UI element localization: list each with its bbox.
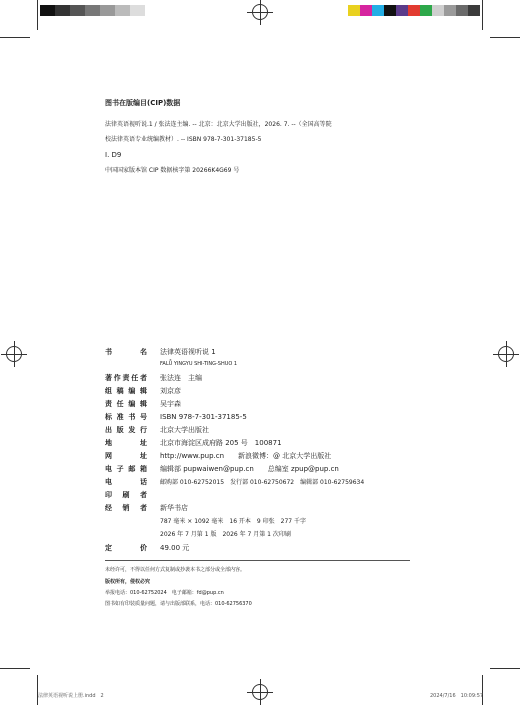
color-swatch (384, 5, 396, 16)
spec-value: 787 毫米 × 1092 毫米 16 开本 9 印张 277 千字 (160, 518, 307, 525)
color-swatch (456, 5, 468, 16)
quality-contact: 图书如有印装质量问题，请与出版部联系，电话：010-62756370 (105, 601, 252, 607)
color-swatch (420, 5, 432, 16)
color-swatch (444, 5, 456, 16)
publisher-value: 北京大学出版社 (160, 426, 209, 434)
copyright-notice: 未经许可，不得以任何方式复制或抄袭本书之部分或全部内容。 (105, 567, 246, 573)
color-swatch (432, 5, 444, 16)
crop-mark-br-h (490, 668, 520, 669)
price-label: 定 价 (105, 544, 147, 552)
color-swatch (115, 5, 130, 16)
website-value: http://www.pup.cn 新浪微博：@ 北京大学出版社 (160, 452, 332, 460)
crop-mark-tr-v (482, 0, 483, 30)
registration-mark-left (6, 346, 22, 362)
color-swatch (70, 5, 85, 16)
responsible-editor-label: 责任编辑 (105, 400, 147, 408)
planning-editor-value: 刘京彦 (160, 387, 181, 395)
crop-mark-tl-v (37, 0, 38, 30)
cip-line-2: 校法律英语专业统编教材）. -- ISBN 978-7-301-37185-5 (105, 136, 262, 143)
color-swatch (40, 5, 55, 16)
title-value: 法律英语视听说 1 (160, 348, 216, 356)
cip-line-1: 法律英语视听说.1 / 张法连主编. -- 北京：北京大学出版社，2026. 7. --（全国高等院 (105, 121, 332, 128)
color-swatch (468, 5, 480, 16)
color-swatch (408, 5, 420, 16)
report-contact: 举报电话：010-62752024 电子邮箱：fd@pup.cn (105, 590, 224, 596)
printer-label: 印刷者 (105, 491, 147, 499)
color-swatch (55, 5, 70, 16)
crop-mark-bl-v (37, 675, 38, 705)
isbn-label: 标准书号 (105, 413, 147, 421)
crop-mark-tl-h (0, 37, 30, 38)
phone-label: 电 话 (105, 478, 147, 486)
edition-value: 2026 年 7 月第 1 版 2026 年 7 月第 1 次印刷 (160, 531, 291, 538)
responsible-editor-value: 吴宇森 (160, 400, 181, 408)
color-swatch (85, 5, 100, 16)
registration-mark-right (498, 346, 514, 362)
email-label: 电子邮箱 (105, 465, 147, 473)
cip-heading: 图书在版编目(CIP)数据 (105, 99, 181, 107)
address-label: 地 址 (105, 439, 147, 447)
email-value: 编辑部 pupwaiwen@pup.cn 总编室 zpup@pup.cn (160, 465, 339, 473)
color-swatch (130, 5, 145, 16)
color-swatch (100, 5, 115, 16)
color-swatch (372, 5, 384, 16)
title-pinyin: FALǕ YINGYU SHI-TING-SHUO 1 (160, 361, 238, 367)
registration-mark-bottom (252, 684, 268, 700)
slug-file-info: 法律英语视听说上册.indd 2 (38, 693, 104, 699)
isbn-value: ISBN 978-7-301-37185-5 (160, 413, 247, 421)
author-label: 著作责任者 (105, 374, 147, 382)
color-swatch (360, 5, 372, 16)
cip-line-4: 中国国家版本馆 CIP 数据核字第 20266K4G69 号 (105, 167, 240, 174)
rights-reserved: 版权所有，侵权必究 (105, 579, 151, 585)
planning-editor-label: 组稿编辑 (105, 387, 147, 395)
divider-rule (105, 560, 410, 561)
registration-mark-top (252, 4, 268, 20)
website-label: 网 址 (105, 452, 147, 460)
cip-line-3: Ⅰ. D9 (105, 151, 122, 159)
phone-value: 邮购部 010-62752015 发行部 010-62750672 编辑部 010-62759634 (160, 479, 365, 486)
color-swatch (348, 5, 360, 16)
crop-mark-bl-h (0, 668, 30, 669)
address-value: 北京市海淀区成府路 205 号 100871 (160, 439, 282, 447)
slug-timestamp: 2024/7/16 10:09:57 (430, 693, 484, 699)
crop-mark-br-v (482, 675, 483, 705)
crop-mark-tr-h (490, 37, 520, 38)
price-value: 49.00 元 (160, 544, 190, 552)
color-swatch (396, 5, 408, 16)
publisher-label: 出版发行 (105, 426, 147, 434)
title-label: 书 名 (105, 348, 147, 356)
author-value: 张法连 主编 (160, 374, 202, 382)
dealer-label: 经销者 (105, 504, 147, 512)
dealer-value: 新华书店 (160, 504, 188, 512)
